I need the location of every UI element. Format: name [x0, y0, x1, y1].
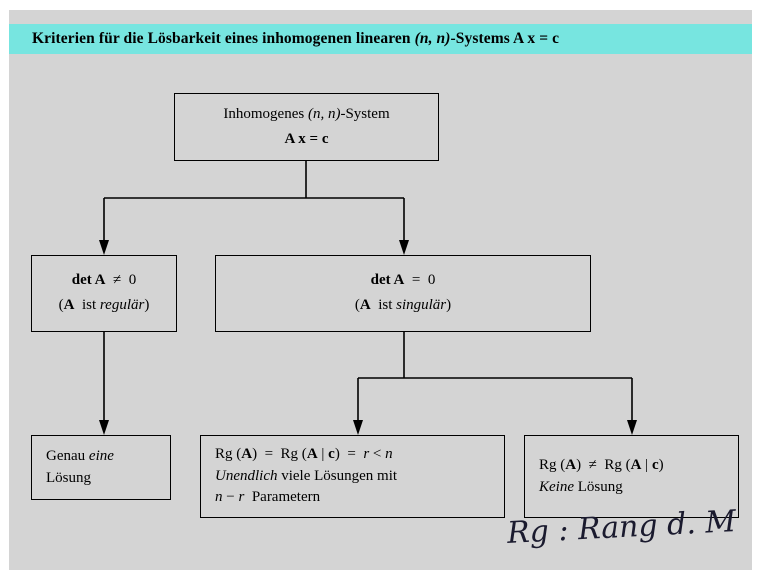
node-unique-emphasis: eine — [88, 447, 114, 464]
node-none-rest: Lösung — [574, 478, 623, 495]
node-none-emphasis: Keine — [539, 478, 574, 495]
node-unique-line1 — [46, 446, 114, 468]
node-det-nonzero-line1: det A ≠ 0 — [71, 272, 137, 289]
node-infinite-solutions — [200, 435, 505, 518]
node-det-nonzero — [31, 255, 177, 332]
title-suffix: -Systems A x = c — [450, 30, 560, 47]
node-det-zero-line2 — [355, 295, 451, 317]
node-top-dims: (n, n) — [307, 105, 341, 122]
node-reg-suffix: ) — [144, 297, 150, 313]
node-infinite-emphasis: Unendlich — [215, 467, 278, 484]
node-top-prefix: Inhomogenes — [223, 105, 308, 122]
node-sing-suffix: ) — [446, 297, 452, 313]
node-none-line2 — [539, 477, 623, 499]
node-inhomogeneous-system — [174, 93, 439, 161]
slide-title-bar — [9, 24, 752, 54]
node-det-zero — [215, 255, 591, 332]
node-inhomogeneous-system-line1 — [223, 104, 389, 126]
node-infinite-line3: n − r Parametern — [215, 489, 321, 506]
node-unique-solution — [31, 435, 171, 500]
page-title — [9, 30, 559, 48]
node-sing-prefix: (A ist — [354, 297, 397, 313]
node-none-line1: Rg (A) ≠ Rg (A | c) — [539, 456, 664, 473]
node-sing-emphasis: singulär — [396, 297, 447, 313]
node-unique-line2: Lösung — [46, 469, 91, 486]
node-infinite-line1: Rg (A) = Rg (A | c) = r < n — [215, 445, 393, 462]
handwritten-annotation: Rg : Rang d. M — [506, 504, 737, 551]
node-reg-emphasis: regulär — [99, 297, 145, 313]
title-dims: (n, n) — [414, 30, 451, 47]
node-inhomogeneous-system-line2: A x = c — [284, 130, 329, 147]
node-reg-prefix: (A ist — [58, 297, 100, 313]
node-unique-prefix: Genau — [46, 447, 89, 464]
node-det-nonzero-line2 — [59, 295, 150, 317]
node-det-zero-line1: det A = 0 — [370, 272, 436, 289]
node-top-suffix: -System — [340, 105, 390, 122]
node-infinite-line2 — [215, 466, 397, 488]
node-infinite-rest: viele Lösungen mit — [277, 467, 398, 484]
title-prefix: Kriterien für die Lösbarkeit eines inhomogenen linearen — [32, 30, 415, 47]
